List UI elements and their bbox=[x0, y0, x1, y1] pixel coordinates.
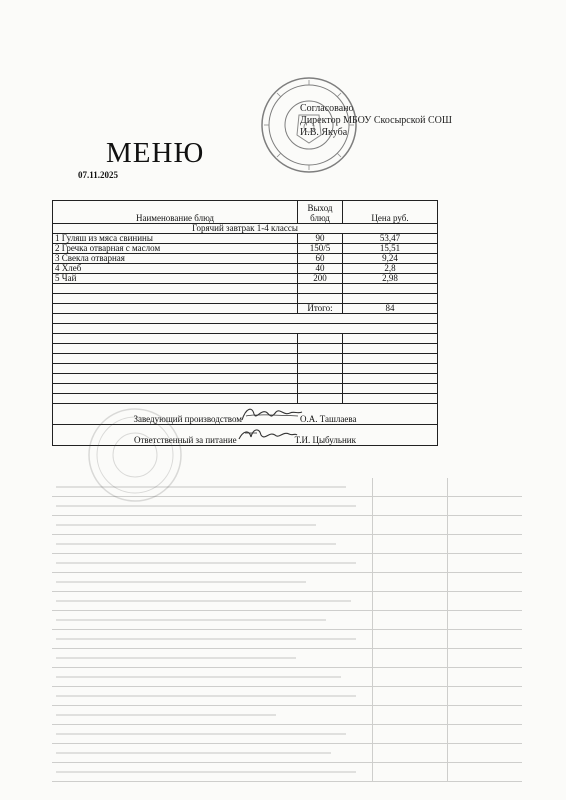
empty-row bbox=[53, 284, 438, 294]
empty-row bbox=[53, 294, 438, 304]
empty-row bbox=[53, 364, 438, 374]
empty-row bbox=[53, 374, 438, 384]
total-label: Итого: bbox=[298, 304, 343, 314]
dish-price: 2,98 bbox=[343, 274, 438, 284]
responsible-name: Т.И. Цыбульник bbox=[294, 435, 356, 445]
menu-date: 07.11.2025 bbox=[78, 170, 119, 180]
table-row bbox=[53, 234, 438, 244]
dish-price: 9,24 bbox=[343, 254, 438, 264]
empty-row bbox=[53, 344, 438, 354]
dish-output: 150/5 bbox=[298, 244, 343, 254]
section-title: Горячий завтрак 1-4 классы bbox=[53, 224, 438, 234]
dish-price: 2,8 bbox=[343, 264, 438, 274]
table-row bbox=[53, 274, 438, 284]
dish-name: 3 Свекла отварная bbox=[53, 254, 298, 264]
table-row bbox=[53, 244, 438, 254]
approval-label: Согласовано bbox=[300, 103, 354, 114]
bleed-through-background bbox=[52, 478, 522, 783]
header-price: Цена руб. bbox=[343, 201, 438, 224]
approval-position: Директор МБОУ Скосырской СОШ bbox=[300, 115, 452, 126]
round-seal-icon bbox=[259, 75, 359, 175]
responsible-role: Ответственный за питание bbox=[134, 435, 237, 445]
dish-output: 40 bbox=[298, 264, 343, 274]
dish-price: 53,47 bbox=[343, 234, 438, 244]
total-row bbox=[53, 304, 438, 314]
dish-output: 60 bbox=[298, 254, 343, 264]
head-role: Заведующий производством bbox=[133, 414, 242, 424]
dish-name: 5 Чай bbox=[53, 274, 298, 284]
section-row bbox=[53, 224, 438, 234]
empty-row bbox=[53, 384, 438, 394]
empty-row bbox=[53, 314, 438, 324]
empty-row bbox=[53, 394, 438, 404]
handwritten-signature-icon bbox=[231, 425, 301, 445]
empty-row bbox=[53, 354, 438, 364]
dish-output: 200 bbox=[298, 274, 343, 284]
table-row bbox=[53, 264, 438, 274]
head-name: О.А. Ташлаева bbox=[299, 414, 357, 424]
approval-name: И.В. Якуба bbox=[300, 127, 348, 138]
table-header-row bbox=[53, 201, 438, 224]
dish-name: 1 Гуляш из мяса свинины bbox=[53, 234, 298, 244]
total-value: 84 bbox=[343, 304, 438, 314]
handwritten-signature-icon bbox=[236, 404, 306, 424]
header-output bbox=[298, 201, 343, 224]
dish-name: 4 Хлеб bbox=[53, 264, 298, 274]
header-output-text: Выход блюд bbox=[307, 203, 333, 223]
page-title: МЕНЮ bbox=[106, 137, 205, 169]
empty-row bbox=[53, 324, 438, 334]
header-name: Наименование блюд bbox=[53, 201, 298, 224]
empty-row bbox=[53, 334, 438, 344]
dish-output: 90 bbox=[298, 234, 343, 244]
table-row bbox=[53, 254, 438, 264]
dish-name: 2 Гречка отварная с маслом bbox=[53, 244, 298, 254]
dish-price: 15,51 bbox=[343, 244, 438, 254]
